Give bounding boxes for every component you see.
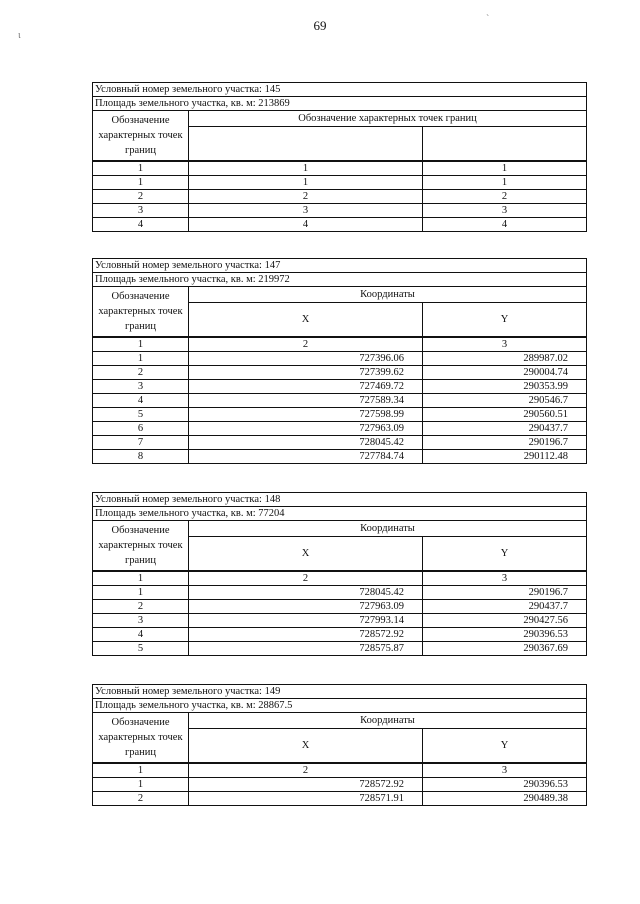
points-column-header: Обозначение характерных точек границ (93, 111, 189, 162)
column-number-cell: 2 (189, 337, 423, 352)
point-number-cell: 3 (93, 380, 189, 394)
points-column-header: Обозначение характерных точек границ (93, 521, 189, 572)
point-number-cell: 5 (93, 408, 189, 422)
coordinates-header: Координаты (189, 713, 587, 729)
table-row (93, 408, 587, 422)
table-row (93, 778, 587, 792)
x-coordinate-cell: 727589.34 (189, 394, 423, 408)
table-row (93, 176, 587, 190)
column-number-cell: 3 (423, 337, 587, 352)
y-coordinate-cell: 1 (423, 176, 587, 190)
parcel-area-label: Площадь земельного участка, кв. м: 28867.5 (93, 699, 587, 713)
table-row (93, 450, 587, 464)
y-coordinate-cell: 290396.53 (423, 628, 587, 642)
x-coordinate-cell: 727963.09 (189, 600, 423, 614)
point-number-cell: 2 (93, 190, 189, 204)
x-coordinate-cell: 727399.62 (189, 366, 423, 380)
x-coordinate-cell: 727469.72 (189, 380, 423, 394)
parcel-number-label: Условный номер земельного участка: 147 (93, 259, 587, 273)
x-coordinate-cell: 728045.42 (189, 436, 423, 450)
y-coordinate-cell: 289987.02 (423, 352, 587, 366)
column-number-cell: 3 (423, 763, 587, 778)
x-coordinate-cell: 2 (189, 190, 423, 204)
table-row (93, 366, 587, 380)
column-number-cell: 2 (189, 571, 423, 586)
table-row (93, 614, 587, 628)
column-number-cell: 1 (423, 161, 587, 176)
x-coordinate-cell: 728572.92 (189, 628, 423, 642)
y-coordinate-cell: 290437.7 (423, 422, 587, 436)
y-coordinate-cell: 290004.74 (423, 366, 587, 380)
x-coordinate-cell: 727784.74 (189, 450, 423, 464)
scan-mark: ι (18, 30, 21, 41)
parcel-table (92, 492, 587, 656)
x-column-header: X (189, 302, 423, 337)
parcel-number-label: Условный номер земельного участка: 145 (93, 83, 587, 97)
point-number-cell: 1 (93, 352, 189, 366)
parcel-area-label: Площадь земельного участка, кв. м: 219972 (93, 273, 587, 287)
y-coordinate-cell: 290560.51 (423, 408, 587, 422)
y-coordinate-cell: 3 (423, 204, 587, 218)
points-column-header: Обозначение характерных точек границ (93, 713, 189, 764)
parcel-table (92, 258, 587, 464)
x-coordinate-cell: 728045.42 (189, 586, 423, 600)
points-column-header: Обозначение характерных точек границ (93, 287, 189, 338)
table-row (93, 628, 587, 642)
table-row (93, 600, 587, 614)
y-column-header (423, 126, 587, 161)
x-coordinate-cell: 4 (189, 218, 423, 232)
point-number-cell: 4 (93, 628, 189, 642)
coordinates-header: Обозначение характерных точек границ (189, 111, 587, 127)
column-number-cell: 3 (423, 571, 587, 586)
y-coordinate-cell: 290437.7 (423, 600, 587, 614)
table-row (93, 586, 587, 600)
x-coordinate-cell: 728575.87 (189, 642, 423, 656)
point-number-cell: 1 (93, 586, 189, 600)
y-column-header: Y (423, 302, 587, 337)
x-coordinate-cell: 728571.91 (189, 792, 423, 806)
y-coordinate-cell: 290427.56 (423, 614, 587, 628)
point-number-cell: 4 (93, 218, 189, 232)
x-coordinate-cell: 3 (189, 204, 423, 218)
table-row (93, 642, 587, 656)
coordinates-header: Координаты (189, 287, 587, 303)
column-number-cell: 1 (93, 763, 189, 778)
table-row (93, 394, 587, 408)
point-number-cell: 1 (93, 778, 189, 792)
y-column-header: Y (423, 536, 587, 571)
parcel-number-label: Условный номер земельного участка: 149 (93, 685, 587, 699)
x-column-header (189, 126, 423, 161)
y-coordinate-cell: 290546.7 (423, 394, 587, 408)
point-number-cell: 2 (93, 600, 189, 614)
y-coordinate-cell: 290196.7 (423, 586, 587, 600)
parcel-table (92, 82, 587, 232)
x-coordinate-cell: 727993.14 (189, 614, 423, 628)
y-coordinate-cell: 4 (423, 218, 587, 232)
parcel-number-label: Условный номер земельного участка: 148 (93, 493, 587, 507)
table-row (93, 218, 587, 232)
x-coordinate-cell: 727598.99 (189, 408, 423, 422)
parcel-table (92, 684, 587, 806)
coordinates-header: Координаты (189, 521, 587, 537)
point-number-cell: 7 (93, 436, 189, 450)
table-row (93, 204, 587, 218)
point-number-cell: 3 (93, 204, 189, 218)
point-number-cell: 2 (93, 366, 189, 380)
table-row (93, 792, 587, 806)
point-number-cell: 4 (93, 394, 189, 408)
y-coordinate-cell: 290196.7 (423, 436, 587, 450)
x-coordinate-cell: 727396.06 (189, 352, 423, 366)
x-coordinate-cell: 728572.92 (189, 778, 423, 792)
x-column-header: X (189, 536, 423, 571)
y-coordinate-cell: 2 (423, 190, 587, 204)
page-number: 69 (313, 18, 327, 33)
scan-mark: ˋ (486, 14, 490, 25)
y-coordinate-cell: 290489.38 (423, 792, 587, 806)
table-row (93, 380, 587, 394)
point-number-cell: 8 (93, 450, 189, 464)
y-coordinate-cell: 290112.48 (423, 450, 587, 464)
parcel-area-label: Площадь земельного участка, кв. м: 213869 (93, 97, 587, 111)
x-coordinate-cell: 727963.09 (189, 422, 423, 436)
point-number-cell: 3 (93, 614, 189, 628)
column-number-cell: 1 (93, 161, 189, 176)
table-row (93, 190, 587, 204)
column-number-cell: 1 (93, 571, 189, 586)
column-number-cell: 1 (93, 337, 189, 352)
y-coordinate-cell: 290353.99 (423, 380, 587, 394)
table-row (93, 436, 587, 450)
point-number-cell: 6 (93, 422, 189, 436)
y-column-header: Y (423, 728, 587, 763)
point-number-cell: 2 (93, 792, 189, 806)
x-coordinate-cell: 1 (189, 176, 423, 190)
column-number-cell: 2 (189, 763, 423, 778)
y-coordinate-cell: 290396.53 (423, 778, 587, 792)
y-coordinate-cell: 290367.69 (423, 642, 587, 656)
point-number-cell: 1 (93, 176, 189, 190)
column-number-cell: 1 (189, 161, 423, 176)
x-column-header: X (189, 728, 423, 763)
table-row (93, 422, 587, 436)
parcel-area-label: Площадь земельного участка, кв. м: 77204 (93, 507, 587, 521)
table-row (93, 352, 587, 366)
point-number-cell: 5 (93, 642, 189, 656)
